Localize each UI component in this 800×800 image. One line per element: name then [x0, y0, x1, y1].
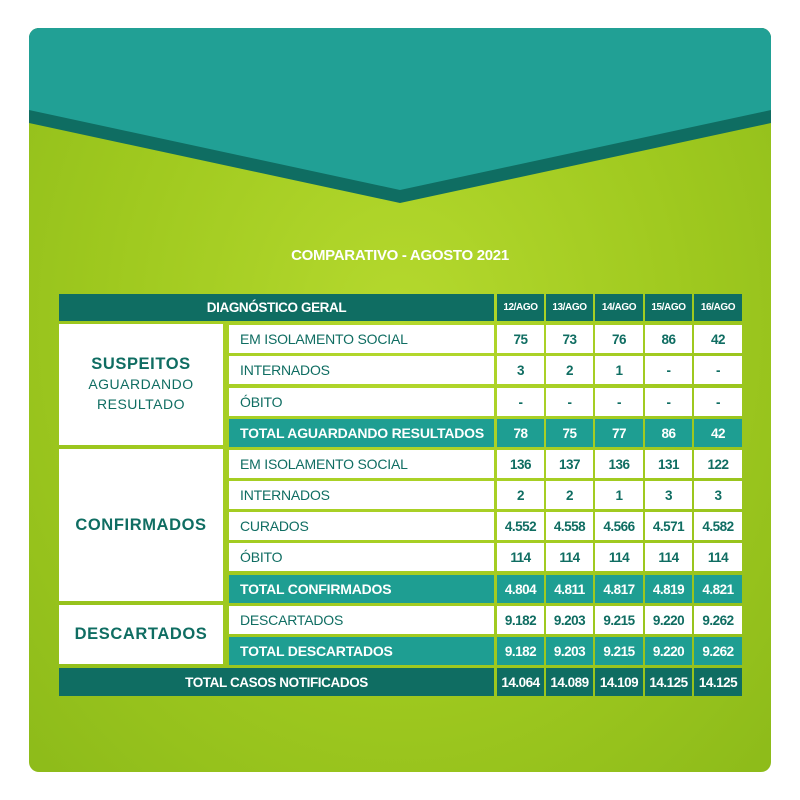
total-notificados-value: 14.064 — [497, 668, 544, 696]
total-value-cell: 4.819 — [645, 575, 692, 603]
value-cell: 9.203 — [546, 606, 593, 634]
total-row-label: TOTAL AGUARDANDO RESULTADOS — [229, 419, 494, 447]
total-row-label: TOTAL CONFIRMADOS — [229, 575, 494, 603]
date-header: 12/AGO — [497, 294, 544, 321]
value-cell: 1 — [595, 356, 643, 384]
value-cell: - — [546, 388, 593, 416]
total-value-cell: 4.811 — [546, 575, 593, 603]
total-value-cell: 42 — [694, 419, 742, 447]
group-subtitle: AGUARDANDO — [88, 376, 194, 392]
group-title: CONFIRMADOS — [75, 515, 207, 534]
value-cell: 114 — [497, 543, 544, 571]
total-value-cell: 4.804 — [497, 575, 544, 603]
diagnostico-header: DIAGNÓSTICO GERAL — [59, 294, 494, 321]
value-cell: 122 — [694, 450, 742, 478]
page-title: COMPARATIVO - AGOSTO 2021 — [291, 247, 509, 264]
date-header: 13/AGO — [546, 294, 593, 321]
value-cell: 2 — [546, 356, 593, 384]
total-value-cell: 78 — [497, 419, 544, 447]
header-banner-chevron — [29, 28, 771, 190]
row-label: CURADOS — [229, 512, 494, 540]
total-notificados-value: 14.109 — [595, 668, 643, 696]
value-cell: 86 — [645, 325, 692, 353]
total-notificados-value: 14.089 — [546, 668, 593, 696]
value-cell: 4.558 — [546, 512, 593, 540]
value-cell: 114 — [595, 543, 643, 571]
total-value-cell: 4.817 — [595, 575, 643, 603]
value-cell: - — [595, 388, 643, 416]
value-cell: 136 — [497, 450, 544, 478]
total-value-cell: 9.182 — [497, 637, 544, 665]
total-value-cell: 9.220 — [645, 637, 692, 665]
value-cell: 75 — [497, 325, 544, 353]
total-value-cell: 77 — [595, 419, 643, 447]
value-cell: - — [645, 388, 692, 416]
total-notificados-label: TOTAL CASOS NOTIFICADOS — [59, 668, 494, 696]
value-cell: 4.552 — [497, 512, 544, 540]
value-cell: 137 — [546, 450, 593, 478]
value-cell: 136 — [595, 450, 643, 478]
group-subtitle: RESULTADO — [97, 396, 185, 412]
group-title: SUSPEITOS — [91, 355, 191, 373]
row-label: EM ISOLAMENTO SOCIAL — [229, 450, 494, 478]
header-banner — [29, 28, 771, 203]
total-value-cell: 9.262 — [694, 637, 742, 665]
total-notificados-value: 14.125 — [645, 668, 692, 696]
value-cell: - — [694, 388, 742, 416]
group-title: DESCARTADOS — [74, 625, 208, 643]
total-notificados-value: 14.125 — [694, 668, 742, 696]
total-value-cell: 9.215 — [595, 637, 643, 665]
value-cell: 42 — [694, 325, 742, 353]
value-cell: 9.215 — [595, 606, 643, 634]
date-header: 14/AGO — [595, 294, 643, 321]
value-cell: 9.220 — [645, 606, 692, 634]
value-cell: 76 — [595, 325, 643, 353]
row-label: EM ISOLAMENTO SOCIAL — [229, 325, 494, 353]
date-header: 16/AGO — [694, 294, 742, 321]
value-cell: 4.582 — [694, 512, 742, 540]
row-label: ÓBITO — [229, 543, 494, 571]
total-value-cell: 86 — [645, 419, 692, 447]
group-descartados — [59, 605, 223, 664]
row-label: ÓBITO — [229, 388, 494, 416]
value-cell: 3 — [645, 481, 692, 509]
value-cell: 131 — [645, 450, 692, 478]
value-cell: 9.262 — [694, 606, 742, 634]
value-cell: 4.566 — [595, 512, 643, 540]
group-suspeitos — [59, 324, 223, 445]
value-cell: 114 — [694, 543, 742, 571]
value-cell: - — [497, 388, 544, 416]
value-cell: 4.571 — [645, 512, 692, 540]
row-label: DESCARTADOS — [229, 606, 494, 634]
total-row-label: TOTAL DESCARTADOS — [229, 637, 494, 665]
row-label: INTERNADOS — [229, 356, 494, 384]
value-cell: 9.182 — [497, 606, 544, 634]
value-cell: 2 — [546, 481, 593, 509]
value-cell: 114 — [546, 543, 593, 571]
group-confirmados — [59, 449, 223, 601]
value-cell: 2 — [497, 481, 544, 509]
value-cell: 3 — [694, 481, 742, 509]
value-cell: 3 — [497, 356, 544, 384]
value-cell: - — [645, 356, 692, 384]
row-label: INTERNADOS — [229, 481, 494, 509]
total-value-cell: 75 — [546, 419, 593, 447]
value-cell: 73 — [546, 325, 593, 353]
value-cell: 114 — [645, 543, 692, 571]
total-value-cell: 9.203 — [546, 637, 593, 665]
value-cell: 1 — [595, 481, 643, 509]
date-header: 15/AGO — [645, 294, 692, 321]
value-cell: - — [694, 356, 742, 384]
total-value-cell: 4.821 — [694, 575, 742, 603]
